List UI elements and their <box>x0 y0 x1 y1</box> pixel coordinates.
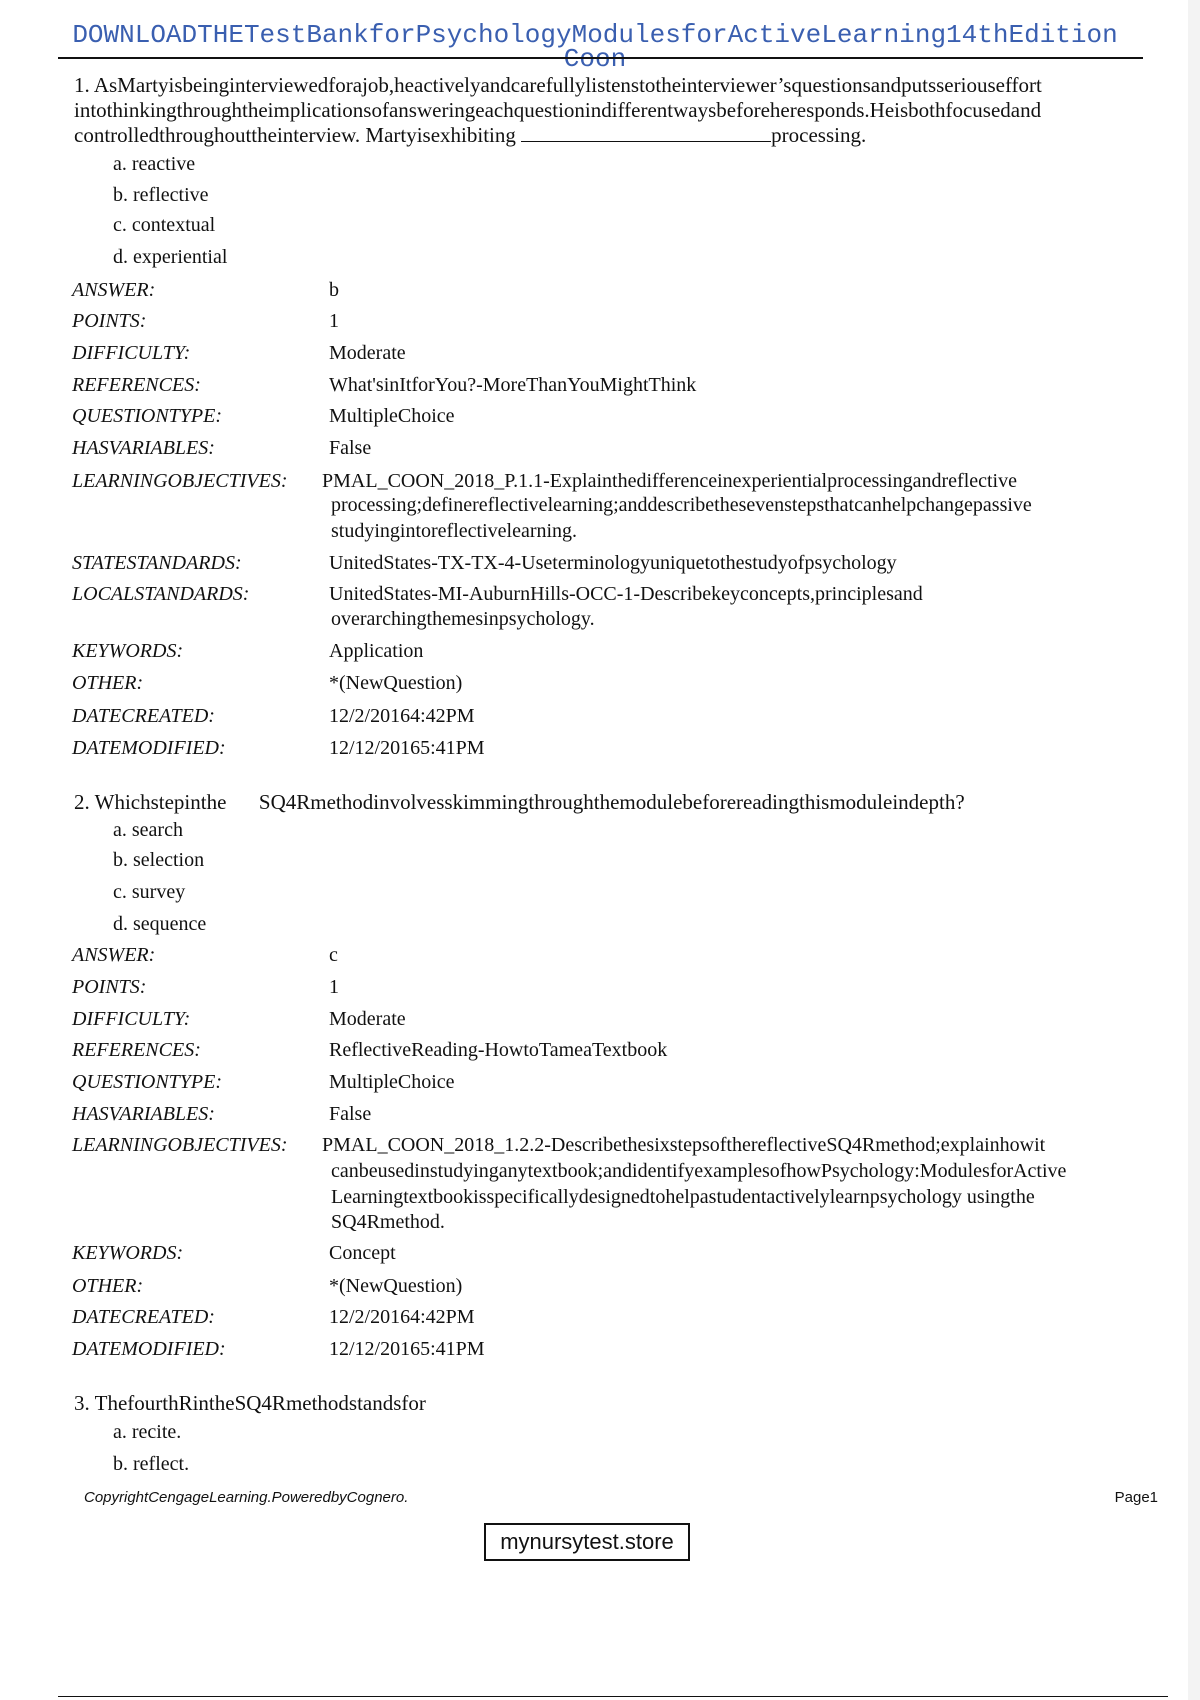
q1-qtype-value: MultipleChoice <box>329 405 455 427</box>
q1-hasvariables-value: False <box>329 437 372 459</box>
q2-points-label: POINTS: <box>72 976 147 998</box>
question-3-option-b: b. reflect. <box>113 1453 190 1475</box>
q1-local-standards-label: LOCALSTANDARDS: <box>72 583 250 605</box>
q1-answer-label: ANSWER: <box>72 279 156 301</box>
q2-difficulty-value: Moderate <box>329 1008 406 1030</box>
q1-state-standards-label: STATESTANDARDS: <box>72 552 242 574</box>
q2-other-label: OTHER: <box>72 1275 144 1297</box>
q1-keywords-label: KEYWORDS: <box>72 640 184 662</box>
question-3-option-a: a. recite. <box>113 1421 182 1443</box>
question-1-stem <box>74 73 1134 148</box>
question-2-stem-end: SQ4Rmethodinvolvesskimmingthroughthemodulebeforereadingthismoduleindepth? <box>258 790 965 814</box>
q1-points-value: 1 <box>329 310 339 332</box>
q1-learning-objectives-label: LEARNINGOBJECTIVES: <box>72 470 288 492</box>
q1-date-created-value: 12/2/20164:42PM <box>329 705 475 727</box>
q2-other-value: *(NewQuestion) <box>329 1275 463 1297</box>
q2-points-value: 1 <box>329 976 339 998</box>
question-1-stem-line-2: intothinkingthroughtheimplicationsofansweringeachquestionindifferentwaysbeforeheresponds.Heisbothfocusedand <box>74 98 1042 122</box>
page-edge-shade <box>1188 0 1200 1700</box>
website-stamp[interactable]: mynursytest.store <box>484 1523 690 1561</box>
q2-learning-objectives-line-2: canbeusedinstudyinganytextbook;andidentifyexamplesofhowPsychology:ModulesforActive <box>331 1160 1067 1182</box>
q2-learning-objectives-line-4: SQ4Rmethod. <box>331 1211 445 1233</box>
download-banner[interactable] <box>20 20 1170 74</box>
q1-local-standards-line-2: overarchingthemesinpsychology. <box>331 608 595 630</box>
q2-hasvariables-value: False <box>329 1103 372 1125</box>
banner-line-1[interactable]: DOWNLOADTHETestBankforPsychologyModulesforActiveLearning14thEdition <box>72 20 1118 50</box>
q2-date-modified-label: DATEMODIFIED: <box>72 1338 226 1360</box>
question-3-stem: 3. ThefourthRintheSQ4Rmethodstandsfor <box>74 1391 426 1415</box>
question-2-option-a: a. search <box>113 819 183 841</box>
copyright-footer: CopyrightCengageLearning.PoweredbyCognero. <box>84 1489 409 1506</box>
q1-other-value: *(NewQuestion) <box>329 672 463 694</box>
q2-difficulty-label: DIFFICULTY: <box>72 1008 191 1030</box>
q2-keywords-value: Concept <box>329 1242 396 1264</box>
question-2-stem <box>74 790 1134 815</box>
q2-keywords-label: KEYWORDS: <box>72 1242 184 1264</box>
q1-date-created-label: DATECREATED: <box>72 705 215 727</box>
question-1-stem-line-3-text: controlledthroughouttheinterview. Martyisexhibiting <box>74 123 516 147</box>
question-2-option-c: c. survey <box>113 881 186 903</box>
q1-difficulty-value: Moderate <box>329 342 406 364</box>
banner-line-2[interactable]: Coon <box>563 44 627 74</box>
q1-other-label: OTHER: <box>72 672 144 694</box>
q2-date-created-value: 12/2/20164:42PM <box>329 1306 475 1328</box>
q2-date-created-label: DATECREATED: <box>72 1306 215 1328</box>
q2-references-label: REFERENCES: <box>72 1039 201 1061</box>
page-number: Page1 <box>1114 1489 1158 1506</box>
q2-learning-objectives-line-3: Learningtextbookisspecificallydesignedtohelpastudentactivelylearnpsychology usingthe <box>331 1186 1035 1208</box>
q2-answer-label: ANSWER: <box>72 944 156 966</box>
answer-blank <box>521 123 771 142</box>
q1-state-standards-value: UnitedStates-TX-TX-4-Useterminologyuniquetothestudyofpsychology <box>329 552 897 574</box>
q1-learning-objectives-line-1: PMAL_COON_2018_P.1.1-Explainthedifferenceinexperientialprocessingandreflective <box>322 470 1017 492</box>
q1-answer-value: b <box>329 279 339 301</box>
q1-references-value: What'sinItforYou?-MoreThanYouMightThink <box>329 374 697 396</box>
q1-local-standards-line-1: UnitedStates-MI-AuburnHills-OCC-1-Describekeyconcepts,principlesand <box>329 583 923 605</box>
question-1-option-b: b. reflective <box>113 184 209 206</box>
q2-learning-objectives-label: LEARNINGOBJECTIVES: <box>72 1134 288 1156</box>
question-2-option-b: b. selection <box>113 849 205 871</box>
q2-qtype-label: QUESTIONTYPE: <box>72 1071 223 1093</box>
q2-learning-objectives-line-1: PMAL_COON_2018_1.2.2-DescribethesixstepsofthereflectiveSQ4Rmethod;explainhowit <box>322 1134 1046 1156</box>
question-1-option-c: c. contextual <box>113 214 216 236</box>
q1-references-label: REFERENCES: <box>72 374 201 396</box>
q1-learning-objectives-line-3: studyingintoreflectivelearning. <box>331 520 578 542</box>
q1-difficulty-label: DIFFICULTY: <box>72 342 191 364</box>
q2-hasvariables-label: HASVARIABLES: <box>72 1103 215 1125</box>
question-2-stem-start: 2. Whichstepinthe <box>74 790 227 814</box>
question-1-stem-line-3-end: processing. <box>771 123 867 147</box>
q1-points-label: POINTS: <box>72 310 147 332</box>
q2-date-modified-value: 12/12/20165:41PM <box>329 1338 485 1360</box>
q2-qtype-value: MultipleChoice <box>329 1071 455 1093</box>
bottom-rule <box>58 1696 1168 1697</box>
question-1-stem-line-1: 1. AsMartyisbeinginterviewedforajob,heactivelyandcarefullylistenstotheinterviewer’squestionsandputsseriouseffort <box>74 73 1042 97</box>
q1-hasvariables-label: HASVARIABLES: <box>72 437 215 459</box>
q1-date-modified-label: DATEMODIFIED: <box>72 737 226 759</box>
question-1-option-a: a. reactive <box>113 153 196 175</box>
q2-references-value: ReflectiveReading-HowtoTameaTextbook <box>329 1039 668 1061</box>
question-2-option-d: d. sequence <box>113 913 207 935</box>
question-1-stem-line-3 <box>74 123 1134 148</box>
q1-qtype-label: QUESTIONTYPE: <box>72 405 223 427</box>
q2-answer-value: c <box>329 944 338 966</box>
q1-keywords-value: Application <box>329 640 424 662</box>
header-rule <box>58 57 1143 59</box>
question-1-option-d: d. experiential <box>113 246 228 268</box>
q1-date-modified-value: 12/12/20165:41PM <box>329 737 485 759</box>
q1-learning-objectives-line-2: processing;definereflectivelearning;anddescribethesevenstepsthatcanhelpchangepassive <box>331 494 1032 516</box>
